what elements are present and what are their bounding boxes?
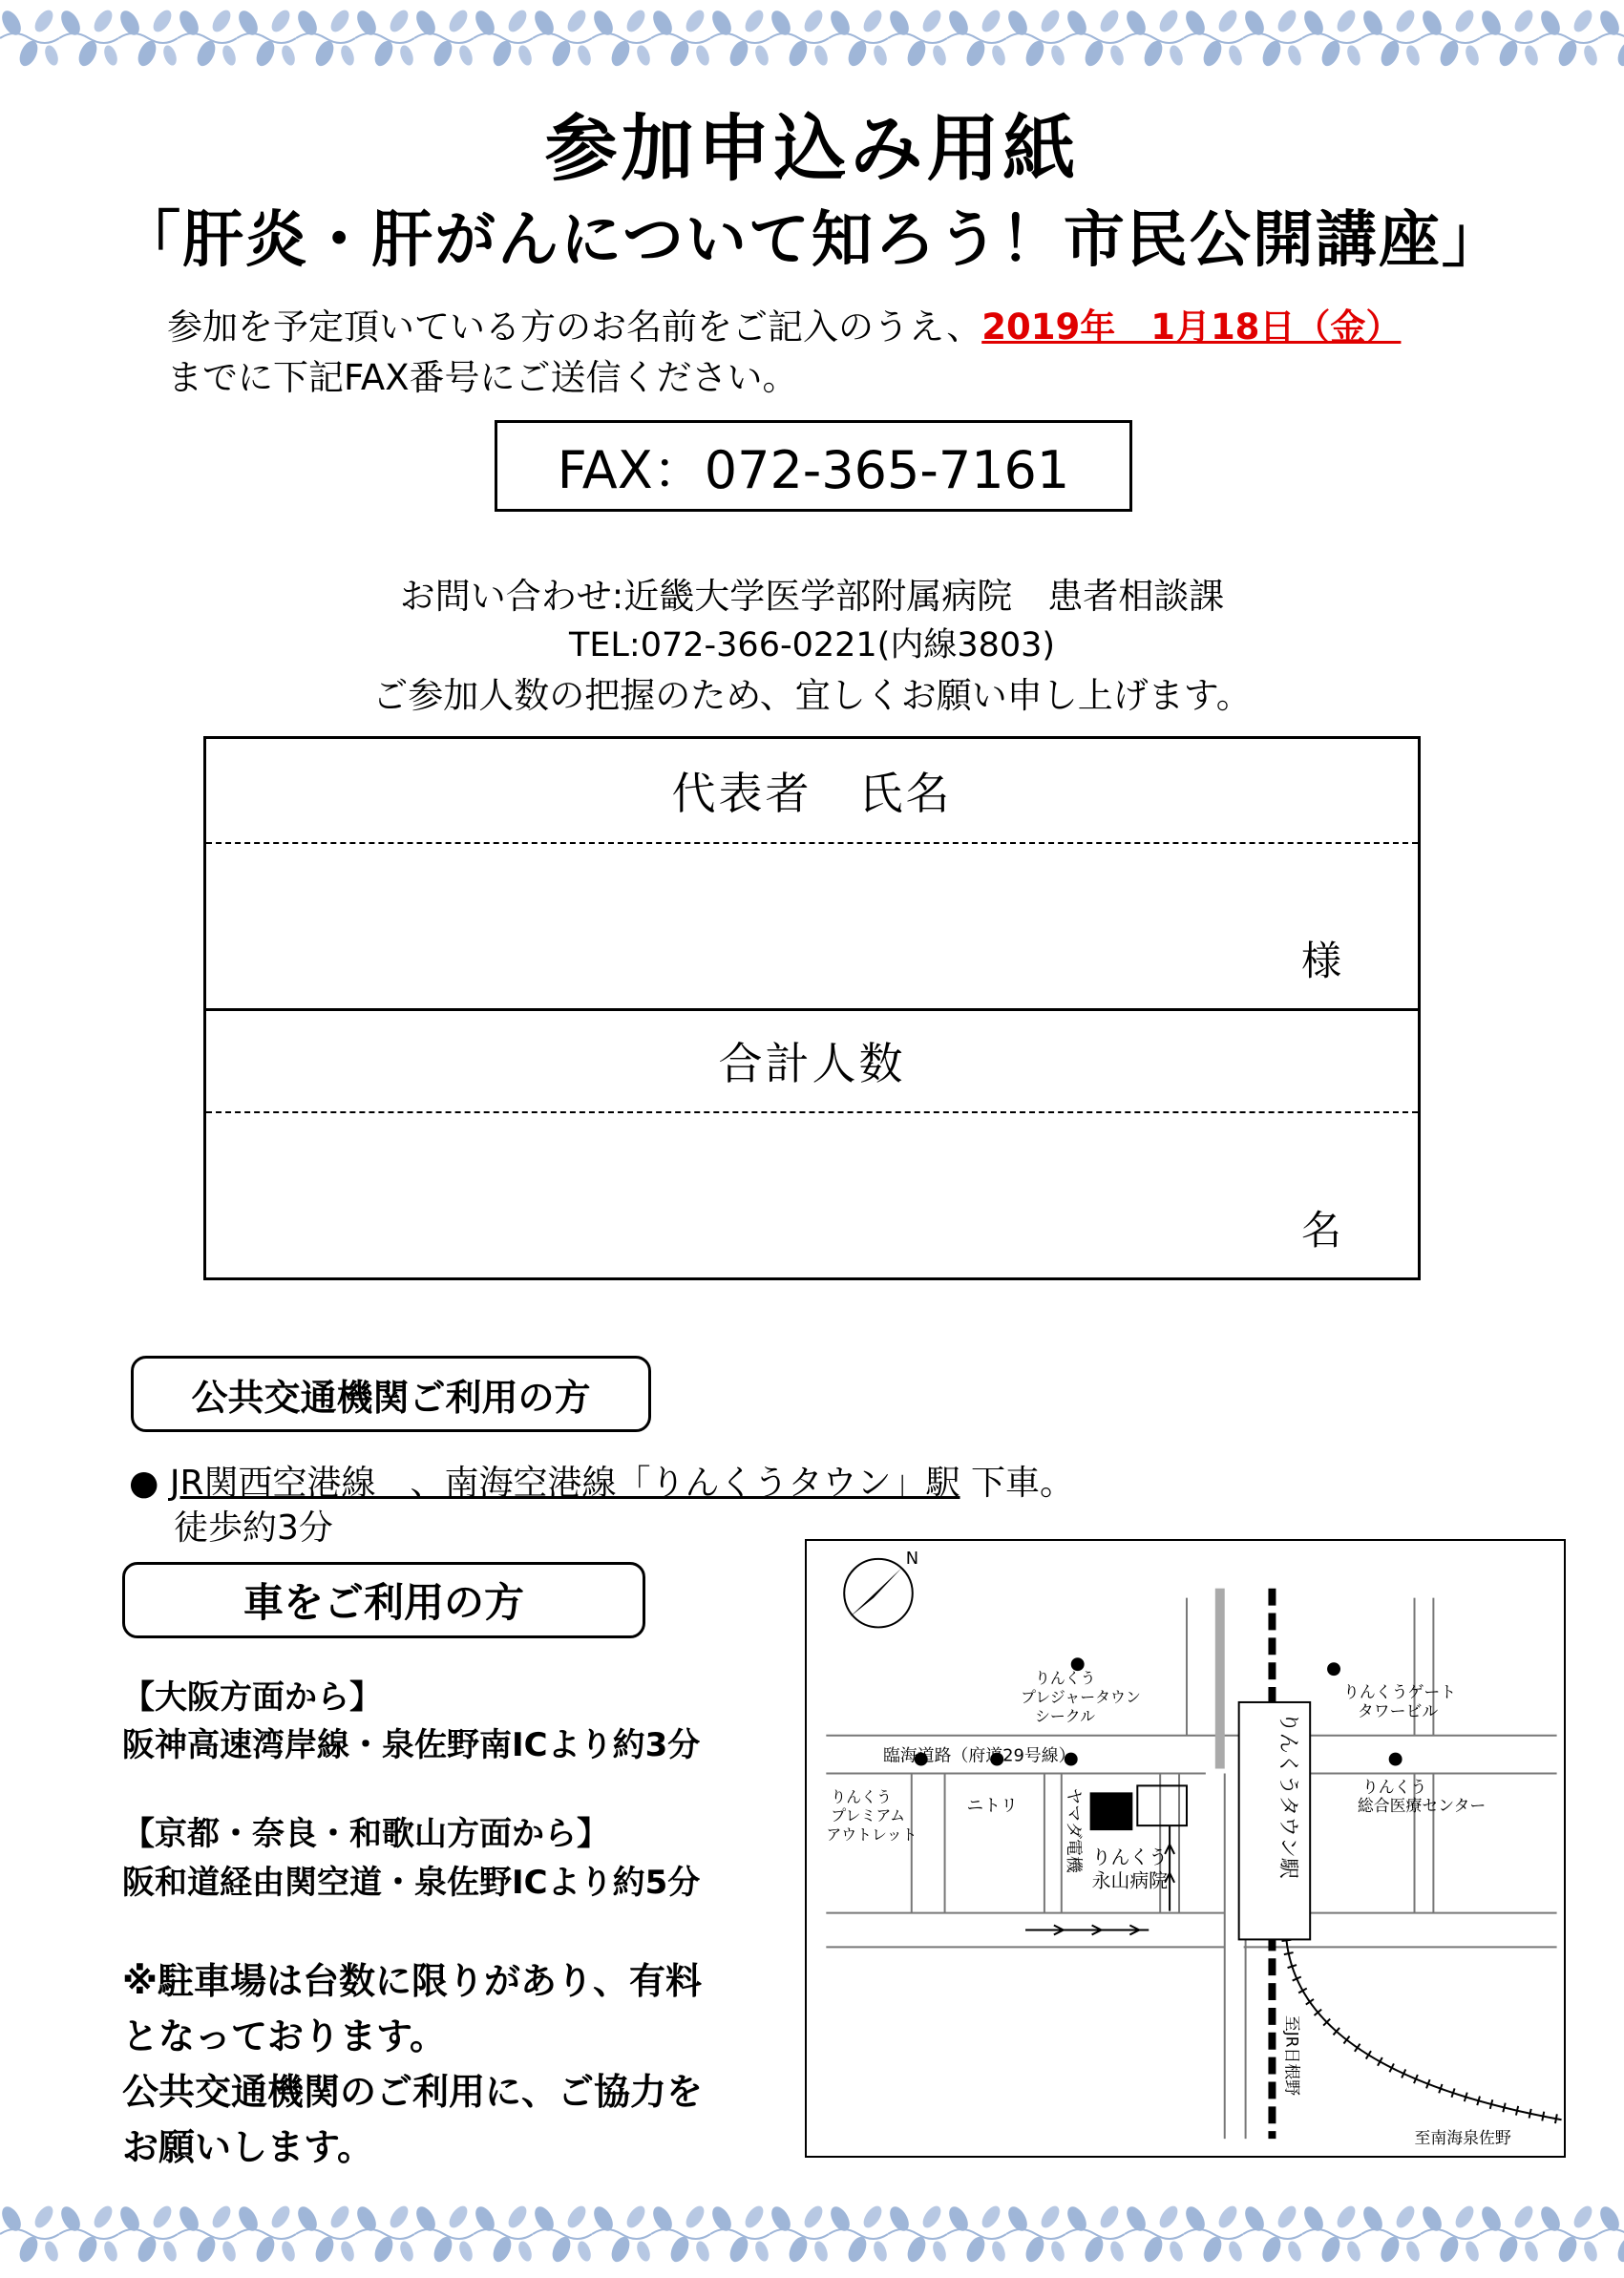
contact-inquiry: お問い合わせ:近畿大学医学部附属病院 患者相談課 (399, 576, 1225, 617)
top-leaf-border (0, 0, 1624, 76)
page-title: 参加申込み用紙 (544, 106, 1080, 191)
medical-center-2: 総合医療センター (1357, 1796, 1487, 1816)
total-count-label: 合計人数 (718, 1038, 906, 1089)
intro-prefix: 参加を予定頂いている方のお名前をご記入のうえ、 (167, 306, 982, 348)
railway-jr (1215, 1589, 1225, 1769)
intro-line-2: までに下記FAX番号にご送信ください。 (167, 357, 798, 398)
intro-line-1 (167, 298, 1401, 349)
rep-name-label: 代表者 氏名 (671, 768, 953, 819)
leaf-border-pattern (0, 2196, 1624, 2272)
leaf-border-pattern (0, 0, 1624, 76)
car-heading: 車をご利用の方 (122, 1562, 645, 1638)
to-izumisano-label: 至南海泉佐野 (1414, 2128, 1511, 2148)
note-line: となっております。 (122, 2015, 446, 2057)
parking-note (122, 1953, 703, 2175)
to-hineno-label: 至JR日根野 (1282, 2014, 1302, 2097)
kyoto-route: 阪和道経由関空道・泉佐野ICより約5分 (122, 1864, 701, 1902)
bottom-leaf-border (0, 2196, 1624, 2272)
hospital-building (1090, 1792, 1133, 1830)
medical-center-1: りんくう (1361, 1777, 1427, 1797)
gate-tower-1: りんくうゲート (1342, 1681, 1457, 1701)
outlet-3: アウトレット (826, 1825, 917, 1845)
page-subtitle: 「肝炎・肝がんについて知ろう！市民公開講座」 (119, 205, 1505, 276)
contact-request: ご参加人数の把握のため、宜しくお願い申し上げます。 (372, 675, 1252, 716)
deadline-date: 2019年 1月18日（金） (981, 306, 1402, 348)
hospital-label-1: りんくう (1091, 1846, 1169, 1868)
walk-time: 徒歩約3分 (174, 1508, 333, 1548)
osaka-route: 阪神高速湾岸線・泉佐野南ICより約3分 (122, 1726, 701, 1764)
osaka-heading: 【大阪方面から】 (122, 1678, 382, 1717)
rep-name-suffix: 様 (1300, 938, 1341, 984)
outlet-2: プレミアム (831, 1806, 906, 1825)
compass-icon (844, 1549, 918, 1628)
pleasure-town-3: シークル (1034, 1706, 1096, 1725)
railway-nankai (1272, 1589, 1561, 2139)
access-map (805, 1539, 1566, 2158)
nitori-label: ニトリ (966, 1796, 1019, 1817)
pleasure-town-1: りんくう (1034, 1669, 1096, 1688)
access-map-svg (807, 1541, 1564, 2156)
outlet-1: りんくう (831, 1787, 892, 1806)
note-line: ※駐車場は台数に限りがあり、有料 (122, 1960, 702, 2002)
contact-tel: TEL:072-366-0221(内線3803) (568, 626, 1056, 664)
transit-route: JR関西空港線 、南海空港線「りんくうタウン」駅 (169, 1464, 960, 1503)
bullet-icon: ● (129, 1464, 159, 1503)
total-count-suffix: 名 (1300, 1207, 1341, 1254)
north-label: N (905, 1548, 919, 1569)
yamada-label: ヤマダ電機 (1063, 1787, 1084, 1873)
pleasure-town-2: プレジャータウン (1021, 1687, 1141, 1706)
application-form (203, 736, 1421, 1280)
total-count-field[interactable] (206, 1113, 1418, 1277)
kyoto-heading: 【京都・奈良・和歌山方面から】 (122, 1815, 609, 1853)
hospital-label-2: 永山病院 (1091, 1869, 1169, 1892)
gate-tower-2: タワービル (1357, 1700, 1439, 1720)
note-line: お願いします。 (122, 2126, 373, 2168)
fax-number-box: FAX：072-365-7161 (495, 420, 1132, 512)
rep-name-field[interactable] (206, 844, 1418, 1008)
station-label: りんくうタウン駅 (1276, 1711, 1300, 1879)
road-label: 臨海道路（府道29号線） (882, 1745, 1076, 1766)
transit-get-off: 下車。 (970, 1464, 1074, 1503)
transit-heading: 公共交通機関ご利用の方 (131, 1356, 651, 1432)
transit-route-line (129, 1456, 1074, 1505)
note-line: 公共交通機関のご利用に、ご協力を (122, 2071, 704, 2113)
